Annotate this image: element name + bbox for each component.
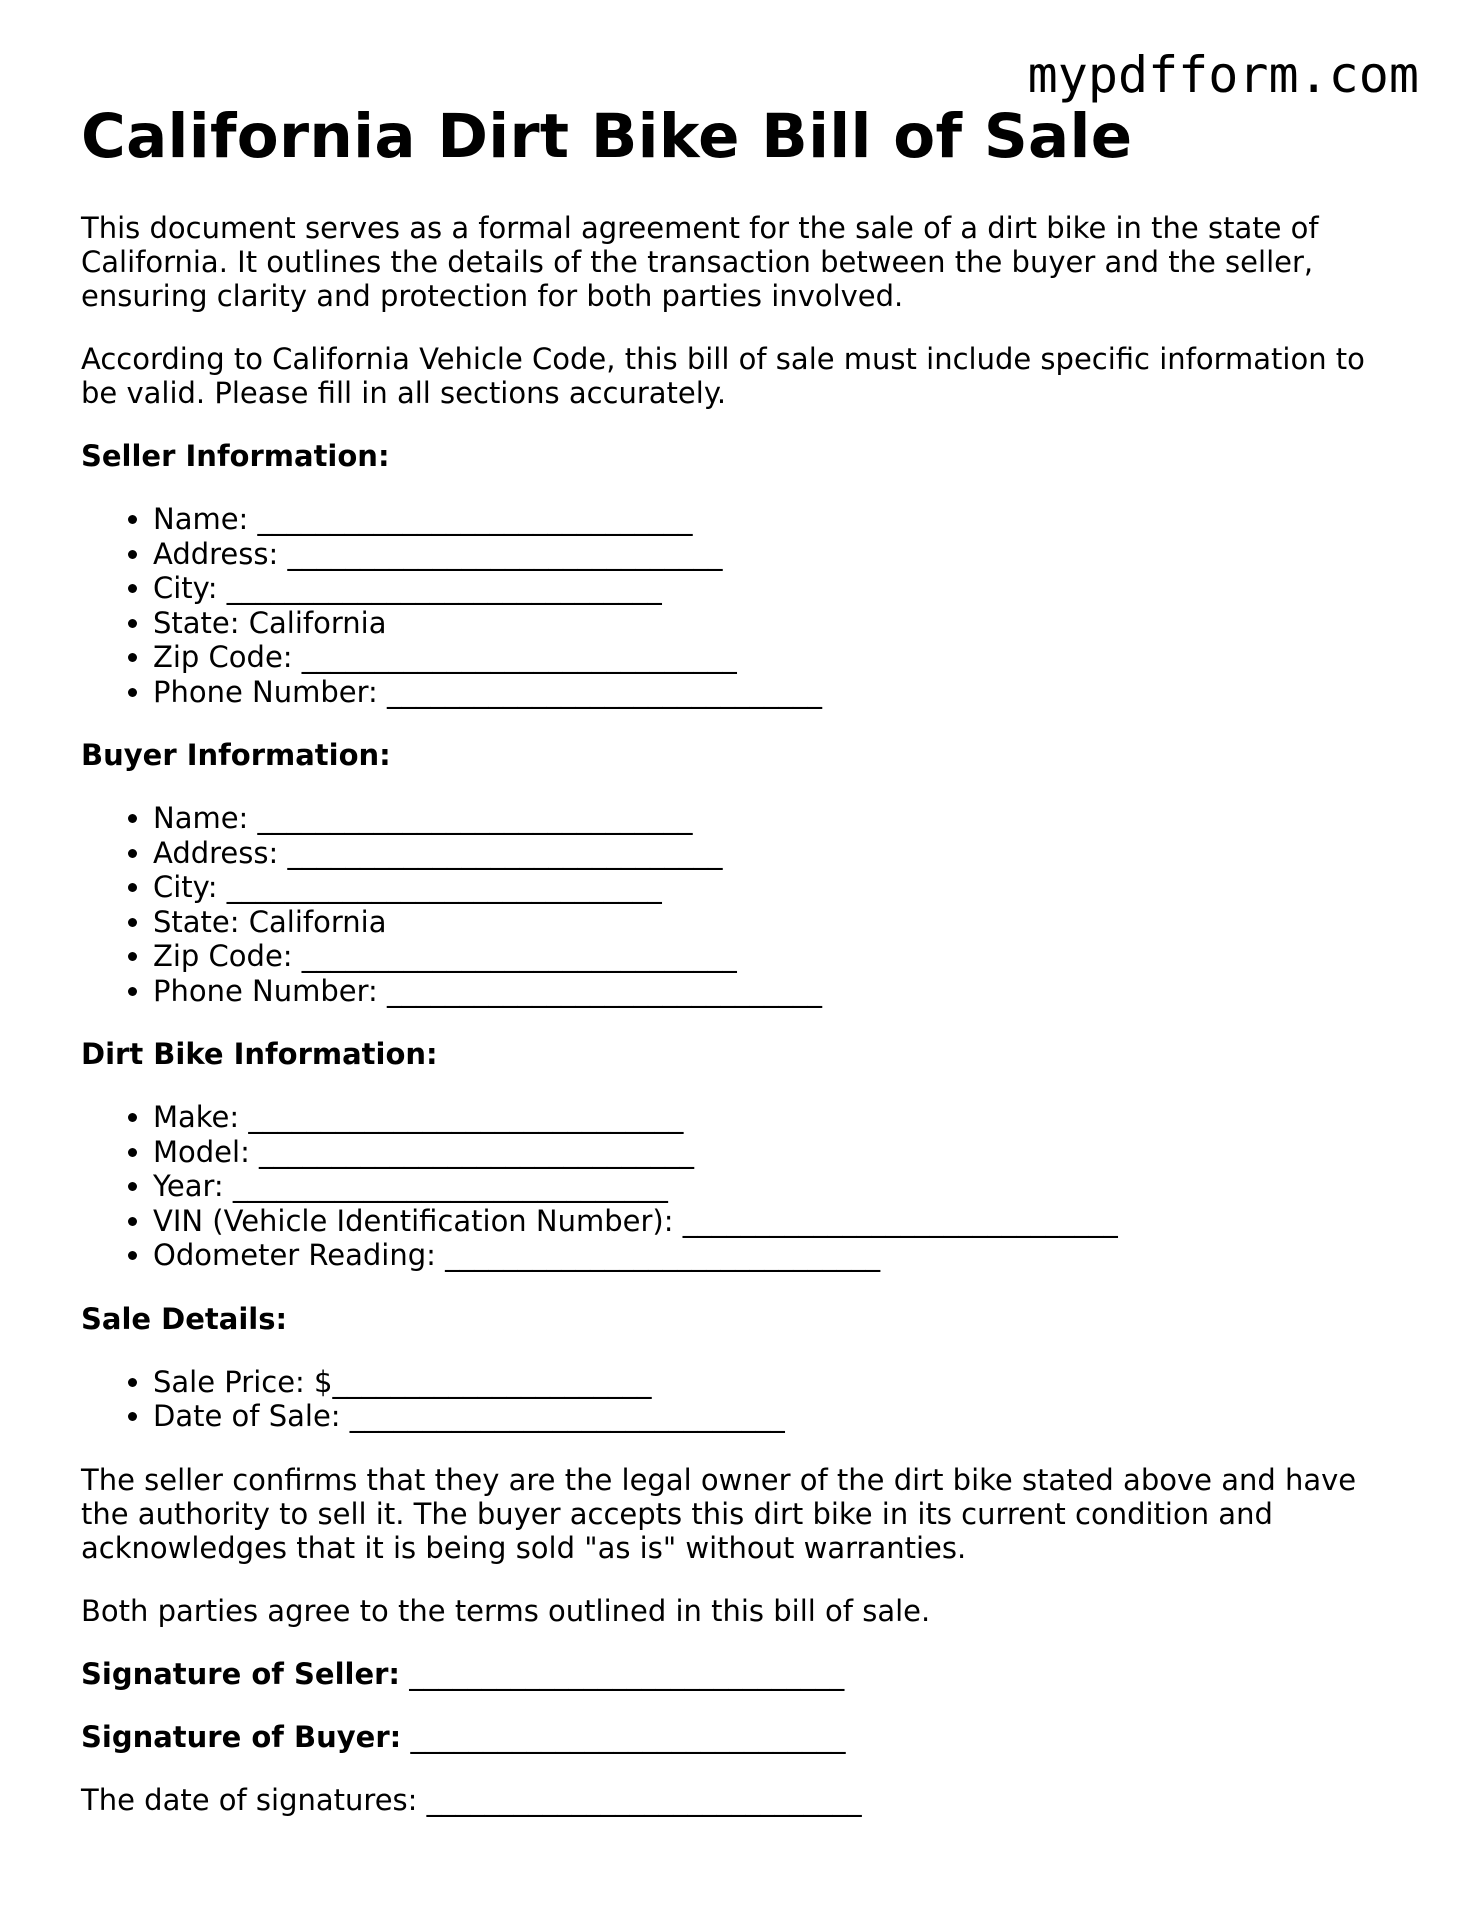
- buyer-address-field[interactable]: • Address: ______________________________: [153, 836, 1401, 871]
- bike-model-field[interactable]: • Model: ______________________________: [153, 1135, 1401, 1170]
- document-body: [81, 100, 1401, 1846]
- closing-paragraph: The seller confirms that they are the legal owner of the dirt bike stated above and have the authority to sell it. The buyer accepts this dirt bike in its current condition and acknowledges that it is being sold "as is" without warranties.: [81, 1462, 1357, 1565]
- seller-phone-field[interactable]: • Phone Number: ______________________________: [153, 675, 1401, 710]
- seller-state-field: • State: California: [153, 606, 1401, 641]
- intro-paragraph: According to California Vehicle Code, this bill of sale must include specific information to be valid. Please fill in all sections accurately.: [81, 342, 1365, 411]
- bike-vin-field[interactable]: • VIN (Vehicle Identification Number): ______________________________: [153, 1204, 1401, 1239]
- buyer-city-field[interactable]: • City: ______________________________: [153, 870, 1401, 905]
- buyer-signature-label: Signature of Buyer:: [81, 1719, 402, 1754]
- bike-section-heading: Dirt Bike Information:: [81, 1037, 438, 1072]
- seller-info-list: [81, 502, 1401, 709]
- buyer-name-field[interactable]: • Name: ______________________________: [153, 801, 1401, 836]
- seller-zip-field[interactable]: • Zip Code: ______________________________: [153, 640, 1401, 675]
- buyer-phone-field[interactable]: • Phone Number: ______________________________: [153, 974, 1401, 1009]
- watermark: mypdfform.com: [1027, 46, 1419, 104]
- buyer-zip-field[interactable]: • Zip Code: ______________________________: [153, 939, 1401, 974]
- bike-odometer-field[interactable]: • Odometer Reading: ______________________________: [153, 1238, 1401, 1273]
- buyer-section-heading: Buyer Information:: [81, 738, 391, 773]
- seller-signature-label: Signature of Seller:: [81, 1656, 401, 1691]
- sale-details-list: [81, 1365, 1401, 1434]
- sale-date-field[interactable]: • Date of Sale: ______________________________: [153, 1399, 1401, 1434]
- buyer-state-field: • State: California: [153, 905, 1401, 940]
- buyer-info-list: [81, 801, 1401, 1008]
- signature-date-line[interactable]: The date of signatures: ______________________________: [81, 1782, 862, 1817]
- seller-signature-line[interactable]: [81, 1657, 1401, 1691]
- seller-city-field[interactable]: • City: ______________________________: [153, 571, 1401, 606]
- bike-make-field[interactable]: • Make: ______________________________: [153, 1100, 1401, 1135]
- seller-name-field[interactable]: • Name: ______________________________: [153, 502, 1401, 537]
- buyer-signature-line[interactable]: [81, 1720, 1401, 1754]
- intro-paragraph: This document serves as a formal agreement for the sale of a dirt bike in the state of California. It outlines the details of the transaction between the buyer and the seller, ensuring clarity and protection for both parties involved.: [81, 211, 1319, 314]
- bike-year-field[interactable]: • Year: ______________________________: [153, 1169, 1401, 1204]
- page-title: California Dirt Bike Bill of Sale: [81, 101, 1133, 172]
- buyer-signature-blank[interactable]: ______________________________: [401, 1719, 846, 1754]
- bike-info-list: [81, 1100, 1401, 1273]
- agreement-paragraph: Both parties agree to the terms outlined in this bill of sale.: [81, 1593, 931, 1628]
- seller-section-heading: Seller Information:: [81, 439, 390, 474]
- seller-signature-blank[interactable]: ______________________________: [400, 1656, 845, 1691]
- seller-address-field[interactable]: • Address: ______________________________: [153, 537, 1401, 572]
- sale-section-heading: Sale Details:: [81, 1301, 288, 1336]
- sale-price-field[interactable]: • Sale Price: $______________________: [153, 1365, 1401, 1400]
